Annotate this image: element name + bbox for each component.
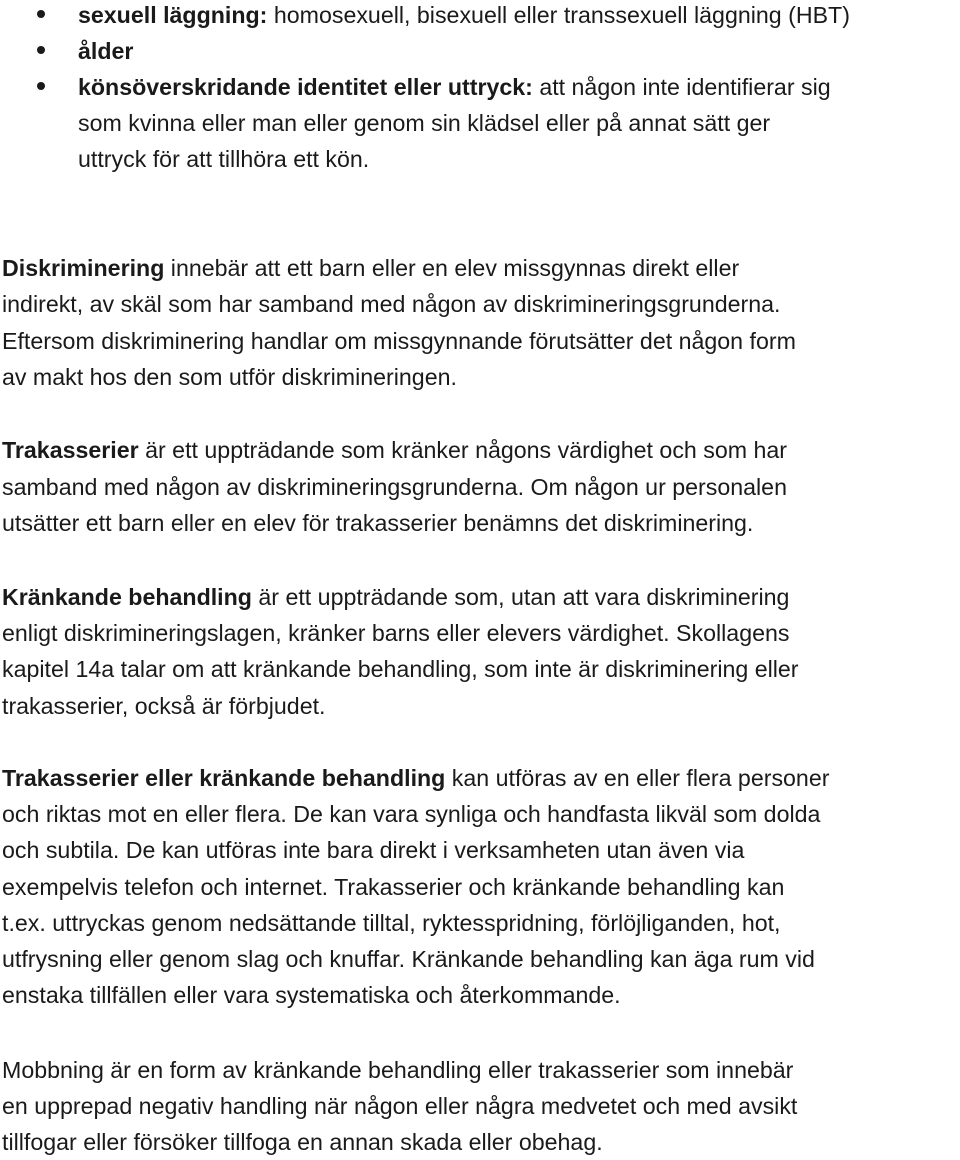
list-item-term: ålder xyxy=(78,38,134,64)
paragraph-term: Diskriminering xyxy=(2,255,165,281)
paragraph-text: exempelvis telefon och internet. Trakasserier och kränkande behandling kan xyxy=(2,874,785,900)
bullet-icon xyxy=(37,82,45,90)
paragraph-term: Kränkande behandling xyxy=(2,584,252,610)
paragraph-term: Trakasserier xyxy=(2,437,139,463)
paragraph-text: utsätter ett barn eller en elev för trakasserier benämns det diskriminering. xyxy=(2,510,754,536)
paragraph-term: Trakasserier eller kränkande behandling xyxy=(2,765,446,791)
list-item-term: sexuell läggning: xyxy=(78,2,268,28)
paragraph-text: innebär att ett barn eller en elev missgynnas direkt eller xyxy=(164,255,740,281)
paragraph-text: kapitel 14a talar om att kränkande behandling, som inte är diskriminering eller xyxy=(2,656,799,682)
paragraph-text: kan utföras av en eller flera personer xyxy=(445,765,830,791)
paragraph-text: och subtila. De kan utföras inte bara direkt i verksamheten utan även via xyxy=(2,837,745,863)
list-item-text: att någon inte identifierar sig xyxy=(532,74,831,100)
paragraph-text: indirekt, av skäl som har samband med någon av diskrimineringsgrunderna. xyxy=(2,291,781,317)
paragraph-text: utfrysning eller genom slag och knuffar. Kränkande behandling kan äga rum vid xyxy=(2,946,815,972)
paragraph-text: enstaka tillfällen eller vara systematiska och återkommande. xyxy=(2,982,621,1008)
paragraph-text: enligt diskrimineringslagen, kränker barns eller elevers värdighet. Skollagens xyxy=(2,620,790,646)
paragraph-text: samband med någon av diskrimineringsgrunderna. Om någon ur personalen xyxy=(2,474,787,500)
list-item-text: uttryck för att tillhöra ett kön. xyxy=(78,146,370,172)
paragraph-text: en upprepad negativ handling när någon eller några medvetet och med avsikt xyxy=(2,1093,798,1119)
paragraph-text: tillfogar eller försöker tillfoga en annan skada eller obehag. xyxy=(2,1129,603,1155)
paragraph-text: t.ex. uttryckas genom nedsättande tilltal, ryktesspridning, förlöjliganden, hot, xyxy=(2,910,781,936)
list-item-text: som kvinna eller man eller genom sin klädsel eller på annat sätt ger xyxy=(78,110,771,136)
paragraph-text: av makt hos den som utför diskrimineringen. xyxy=(2,364,457,390)
paragraph-text: är ett uppträdande som, utan att vara diskriminering xyxy=(251,584,790,610)
paragraph-text: trakasserier, också är förbjudet. xyxy=(2,693,326,719)
list-item-term: könsöverskridande identitet eller uttryck: xyxy=(78,74,533,100)
paragraph-text: Eftersom diskriminering handlar om missgynnande förutsätter det någon form xyxy=(2,328,796,354)
paragraph-text: Mobbning är en form av kränkande behandling eller trakasserier som innebär xyxy=(2,1057,794,1083)
paragraph-text: och riktas mot en eller flera. De kan vara synliga och handfasta likväl som dolda xyxy=(2,801,821,827)
list-item-text: homosexuell, bisexuell eller transsexuell läggning (HBT) xyxy=(267,2,850,28)
paragraph-text: är ett uppträdande som kränker någons värdighet och som har xyxy=(138,437,788,463)
bullet-icon xyxy=(37,46,45,54)
bullet-icon xyxy=(37,10,45,18)
